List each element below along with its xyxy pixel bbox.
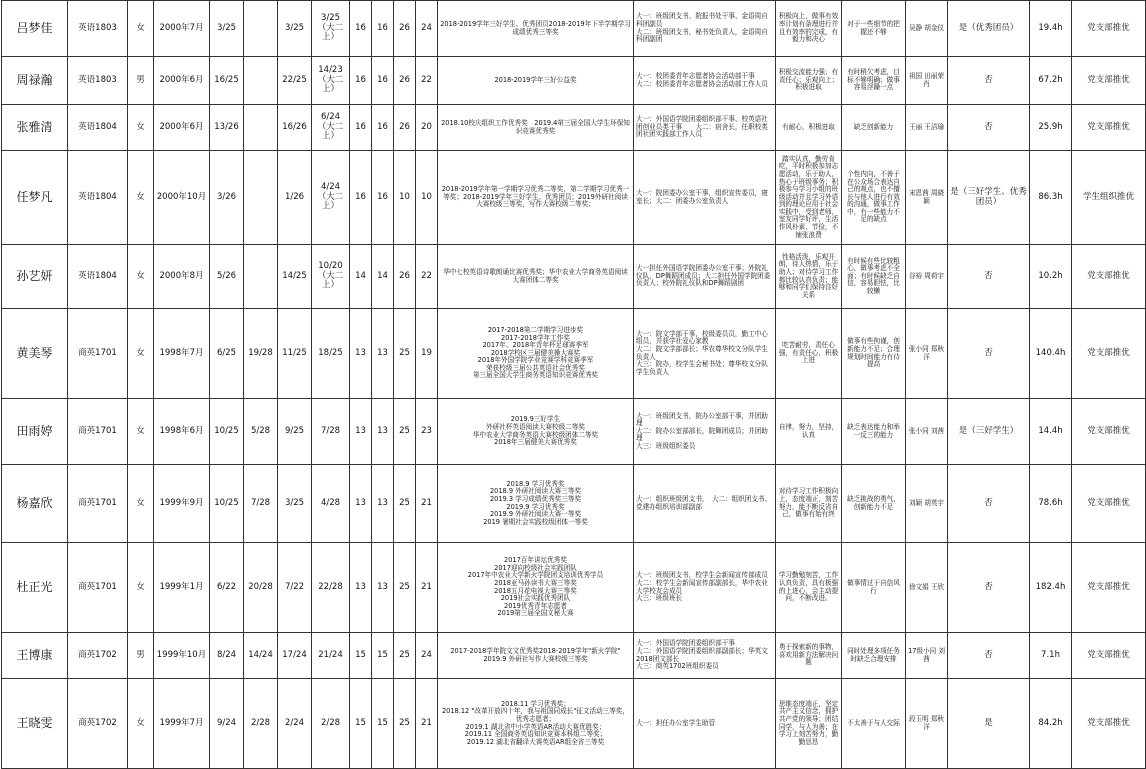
recommender-cell: 徐文娟 王欣 xyxy=(906,543,948,633)
strengths-cell: 思维态度端正，坚定共产主义信念，拥护共产党的领导；团结同学，与人为善；在学习上刻苦努力，勤勤恳恳 xyxy=(776,679,842,769)
weakness-cell: 有时候有些比较粗心，做事考虑不全面；有时候缺乏自信，容易胆怯，比较懒 xyxy=(842,245,906,309)
method-cell: 党支部推优 xyxy=(1072,105,1146,151)
honors-cell: 2017百年讲坛优秀奖 2017迎向校级社会实践团队 2017年中农业大学新火学院团支培训优秀学员 2018亚马孙读书大赛三等奖 2018五月花电视大赛三等奖 2019社会实践优秀团队 2019优秀青年志愿者 2019第三届全国文秘大赛 xyxy=(438,543,634,633)
hours-cell: 14.4h xyxy=(1030,399,1072,465)
strengths-cell: 学习勤勉刻苦，工作认真负责，具有极强的上进心，会主动提问，不断改进。 xyxy=(776,543,842,633)
student-name: 吕梦佳 xyxy=(2,1,68,57)
table-row xyxy=(2,245,1146,309)
count-cell: 25 xyxy=(394,309,416,399)
birth-cell: 1999年9月 xyxy=(154,465,210,543)
class-cell: 英语1803 xyxy=(68,57,128,105)
count-cell: 25 xyxy=(394,465,416,543)
recommender-cell: 祖国 田丽荣 肖 xyxy=(906,57,948,105)
weakness-cell: 缺乏挑战的勇气，创新能力不足 xyxy=(842,465,906,543)
method-cell: 党支部推优 xyxy=(1072,679,1146,769)
gender-cell: 女 xyxy=(128,465,154,543)
rank-cell: 14/24 xyxy=(244,633,278,679)
award-cell: 是（三好学生） xyxy=(948,399,1030,465)
hours-cell: 25.9h xyxy=(1030,105,1072,151)
recommender-cell: 吴静 胡金仪 xyxy=(906,1,948,57)
rank-cell: 8/24 xyxy=(210,633,244,679)
recommender-cell: 谷裕 周荷宇 xyxy=(906,245,948,309)
award-cell: 是（优秀团员） xyxy=(948,1,1030,57)
method-cell: 党支部推优 xyxy=(1072,633,1146,679)
count-cell: 15 xyxy=(372,679,394,769)
rank-cell: 4/24 （大二上） xyxy=(312,151,350,245)
student-name: 黄美琴 xyxy=(2,309,68,399)
rank-cell: 7/28 xyxy=(244,465,278,543)
award-cell: 否 xyxy=(948,57,1030,105)
rank-cell: 20/28 xyxy=(244,543,278,633)
count-cell: 19 xyxy=(416,309,438,399)
gender-cell: 女 xyxy=(128,245,154,309)
rank-cell: 2/24 xyxy=(278,679,312,769)
student-name: 孙艺妍 xyxy=(2,245,68,309)
weakness-cell: 有时稍欠考虑，目标不够明确；做事容易浮躁一点 xyxy=(842,57,906,105)
hours-cell: 7.1h xyxy=(1030,633,1072,679)
birth-cell: 1998年7月 xyxy=(154,309,210,399)
count-cell: 26 xyxy=(394,105,416,151)
birth-cell: 2000年6月 xyxy=(154,57,210,105)
recommender-cell: 刘颖 胡英宇 xyxy=(906,465,948,543)
gender-cell: 女 xyxy=(128,1,154,57)
class-cell: 商英1701 xyxy=(68,465,128,543)
strengths-cell: 勇于探索新的事物，喜欢用新方法解决问题 xyxy=(776,633,842,679)
recommender-cell: 王丽 王洁瑜 xyxy=(906,105,948,151)
hours-cell: 10.2h xyxy=(1030,245,1072,309)
rank-cell: 7/28 xyxy=(312,399,350,465)
award-cell: 否 xyxy=(948,309,1030,399)
rank-cell: 16/25 xyxy=(210,57,244,105)
class-cell: 商英1701 xyxy=(68,399,128,465)
weakness-cell: 缺乏表达能力和举一反三的能力 xyxy=(842,399,906,465)
student-name: 杜正光 xyxy=(2,543,68,633)
student-name: 王博康 xyxy=(2,633,68,679)
count-cell: 13 xyxy=(372,399,394,465)
hours-cell: 182.4h xyxy=(1030,543,1072,633)
strengths-cell: 踏实认真，勤劳肯吃，平时积极参加志愿活动，乐于助人，热心于班级事务；积极参与学习小组的班级活动并且学习外语到的理论应用于社会实践中，受到老师、室友同学好评，生活作风朴素、节俭，不铺张浪费 xyxy=(776,151,842,245)
rank-cell xyxy=(244,105,278,151)
count-cell: 16 xyxy=(350,57,372,105)
honors-cell: 2018.10校庆组织工作优秀奖 2019.4第三届全国大学生环保知识竞赛优秀奖 xyxy=(438,105,634,151)
weakness-cell: 个性内向，不善于在公众场合表达自己的观点，也不擅长与他人进行有效的沟通，做事工作中，有一些能力不足的缺点 xyxy=(842,151,906,245)
strengths-cell: 积极向上，做事有效率计划有条理进行并且有效率的完成，有毅力和决心 xyxy=(776,1,842,57)
method-cell: 党支部推优 xyxy=(1072,465,1146,543)
positions-cell: 大一：院文学部干事，校级委员员，勤工中心组员，并获学社爱心家教 大二：院文学部部长；华农尊华校文分队学生负责人 大三：院办，校学生会秘书处；尊华校文分队学生负责人 xyxy=(634,309,776,399)
honors-cell: 2019.9三好学生 外研社杯英语阅读大赛校级二等奖 华中农业大学商务英语大赛校级团体二等奖 2018年三届健美大赛优秀奖 xyxy=(438,399,634,465)
student-name: 田雨婷 xyxy=(2,399,68,465)
gender-cell: 男 xyxy=(128,633,154,679)
table-row xyxy=(2,105,1146,151)
birth-cell: 1999年7月 xyxy=(154,679,210,769)
count-cell: 15 xyxy=(350,679,372,769)
hours-cell: 84.2h xyxy=(1030,679,1072,769)
rank-cell: 6/22 xyxy=(210,543,244,633)
gender-cell: 女 xyxy=(128,309,154,399)
strengths-cell: 有耐心，积极进取 xyxy=(776,105,842,151)
rank-cell xyxy=(244,57,278,105)
count-cell: 23 xyxy=(416,399,438,465)
method-cell: 党支部推优 xyxy=(1072,399,1146,465)
table-body xyxy=(2,1,1146,769)
birth-cell: 1998年6月 xyxy=(154,399,210,465)
rank-cell: 11/25 xyxy=(278,309,312,399)
positions-cell: 大一：班级团支书，院办公室部干事，并团助理 大二：院办公室部部长，院舞团成员；并团助理 大三：班级组织委员 xyxy=(634,399,776,465)
recommender-cell: 张小同 刘茜 xyxy=(906,399,948,465)
class-cell: 商英1701 xyxy=(68,309,128,399)
hours-cell: 19.4h xyxy=(1030,1,1072,57)
count-cell: 13 xyxy=(350,309,372,399)
class-cell: 商英1702 xyxy=(68,679,128,769)
gender-cell: 男 xyxy=(128,57,154,105)
count-cell: 13 xyxy=(350,465,372,543)
count-cell: 24 xyxy=(416,633,438,679)
honors-cell: 华中七校英语诗歌朗诵比赛优秀奖；华中农业大学商务英语阅读大赛团体二等奖 xyxy=(438,245,634,309)
method-cell: 党支部推优 xyxy=(1072,1,1146,57)
table-row xyxy=(2,1,1146,57)
birth-cell: 2000年8月 xyxy=(154,245,210,309)
positions-cell: 大一担任外国语学院团委办公室干事；外院礼仪队，DP舞蹈团成员；大二担任外国学院团委负责人；校外院礼仪队和DP舞蹈剧团 xyxy=(634,245,776,309)
count-cell: 13 xyxy=(372,309,394,399)
gender-cell: 女 xyxy=(128,543,154,633)
birth-cell: 2000年10月 xyxy=(154,151,210,245)
birth-cell: 1999年10月 xyxy=(154,633,210,679)
rank-cell: 5/28 xyxy=(244,399,278,465)
recommender-cell: 宋恩茜 周晓颖 xyxy=(906,151,948,245)
method-cell: 党支部推优 xyxy=(1072,543,1146,633)
rank-cell: 9/24 xyxy=(210,679,244,769)
count-cell: 22 xyxy=(416,57,438,105)
rank-cell: 19/28 xyxy=(244,309,278,399)
positions-cell: 大一：担任办公室学生助管 xyxy=(634,679,776,769)
rank-cell: 3/25 xyxy=(210,1,244,57)
birth-cell: 2000年7月 xyxy=(154,1,210,57)
rank-cell xyxy=(244,1,278,57)
rank-cell: 9/25 xyxy=(278,399,312,465)
rank-cell: 14/25 xyxy=(278,245,312,309)
class-cell: 英语1803 xyxy=(68,1,128,57)
count-cell: 15 xyxy=(372,633,394,679)
strengths-cell: 积极交流能力强；有责任心；乐观向上；积极进取 xyxy=(776,57,842,105)
gender-cell: 女 xyxy=(128,679,154,769)
count-cell: 25 xyxy=(394,399,416,465)
table-row xyxy=(2,57,1146,105)
positions-cell: 大一：外国语学院团委组织部干事 大二：外国语学院团委组织部副部长；华英文2018团文部长 大三：商英1702班组织委员 xyxy=(634,633,776,679)
positions-cell: 大一：组织班级团支书， 大二：组织团支书、党建办组织培训部副部 xyxy=(634,465,776,543)
count-cell: 13 xyxy=(372,465,394,543)
rank-cell: 16/26 xyxy=(278,105,312,151)
strengths-cell: 自律，努力，坚持，认真 xyxy=(776,399,842,465)
student-name: 张雅清 xyxy=(2,105,68,151)
recommender-cell: 段玉明 郑秋洋 xyxy=(906,679,948,769)
count-cell: 26 xyxy=(394,245,416,309)
rank-cell: 6/24 （大二上） xyxy=(312,105,350,151)
gender-cell: 女 xyxy=(128,151,154,245)
honors-cell: 2018-2019学年三好公益奖 xyxy=(438,57,634,105)
positions-cell: 大一：校团委青年志愿者协会活动部干事 大二：校团委青年志愿者协会活动部工作人员 xyxy=(634,57,776,105)
method-cell: 党支部推优 xyxy=(1072,57,1146,105)
award-cell: 否 xyxy=(948,245,1030,309)
rank-cell: 18/25 xyxy=(312,309,350,399)
class-cell: 英语1804 xyxy=(68,105,128,151)
student-name: 周禄瀚 xyxy=(2,57,68,105)
rank-cell xyxy=(244,245,278,309)
award-cell: 否 xyxy=(948,105,1030,151)
count-cell: 20 xyxy=(416,105,438,151)
count-cell: 16 xyxy=(372,1,394,57)
class-cell: 英语1804 xyxy=(68,151,128,245)
method-cell: 学生组织推优 xyxy=(1072,151,1146,245)
rank-cell: 10/25 xyxy=(210,399,244,465)
table-row xyxy=(2,151,1146,245)
rank-cell: 14/23 （大二上） xyxy=(312,57,350,105)
rank-cell: 7/22 xyxy=(278,543,312,633)
count-cell: 25 xyxy=(394,633,416,679)
rank-cell: 5/26 xyxy=(210,245,244,309)
table-row xyxy=(2,465,1146,543)
count-cell: 24 xyxy=(416,1,438,57)
hours-cell: 67.2h xyxy=(1030,57,1072,105)
count-cell: 14 xyxy=(350,245,372,309)
rank-cell: 3/25 xyxy=(278,1,312,57)
rank-cell: 1/26 xyxy=(278,151,312,245)
count-cell: 14 xyxy=(372,245,394,309)
count-cell: 10 xyxy=(416,151,438,245)
strengths-cell: 对待学习工作积极向上，态度端正，刻苦努力，能不断反省自己，做事有始有终 xyxy=(776,465,842,543)
honors-cell: 2018.9 学习优秀奖 2018.9 外研社阅读大赛三等奖 2019.3 学习成绩优秀奖三等奖 2019.9 学习优秀奖 2019.9 外研社阅读大赛一等奖 2019 暑期社会实践校级团体一等奖 xyxy=(438,465,634,543)
honors-cell: 2018.11 学习优秀奖； 2018.12 "改革开放四十年，我与祖国同成长"征文活动三等奖，优秀志愿者； 2019.1 湖北省中小学英语AR活动大赛优胜奖； 2019.11 全国商务英语知识竞赛本科组二等奖； 2019.12 湖北省翻译大赛英语AR组全省三等奖 xyxy=(438,679,634,769)
positions-cell: 大一：班级团支书，校学生会新闻宣传部成员 大二：校学生会新闻宣传部副部长，华中农业大学校友会成员 大三：班级班长 xyxy=(634,543,776,633)
positions-cell: 大一：外国语学院团委组织部干事、校英语社团创业员类干事 大二：宿舍长，任职校类团社团实践部工作人员 xyxy=(634,105,776,151)
weakness-cell: 不太善于与人交际 xyxy=(842,679,906,769)
count-cell: 26 xyxy=(394,1,416,57)
count-cell: 16 xyxy=(372,105,394,151)
rank-cell: 22/25 xyxy=(278,57,312,105)
rank-cell: 17/24 xyxy=(278,633,312,679)
student-name: 王晓雯 xyxy=(2,679,68,769)
weakness-cell: 缺乏创新能力 xyxy=(842,105,906,151)
birth-cell: 2000年6月 xyxy=(154,105,210,151)
recommender-cell: 17级小同 刘茜 xyxy=(906,633,948,679)
recommender-cell: 张小同 郑秋洋 xyxy=(906,309,948,399)
count-cell: 21 xyxy=(416,543,438,633)
method-cell: 党支部推优 xyxy=(1072,309,1146,399)
award-cell: 否 xyxy=(948,543,1030,633)
weakness-cell: 对于一些细节的把握还不够 xyxy=(842,1,906,57)
table-row xyxy=(2,309,1146,399)
student-name: 任梦凡 xyxy=(2,151,68,245)
award-cell: 否 xyxy=(948,633,1030,679)
rank-cell: 3/25 （大二上） xyxy=(312,1,350,57)
method-cell: 党支部推优 xyxy=(1072,245,1146,309)
rank-cell: 2/28 xyxy=(312,679,350,769)
award-cell: 是 xyxy=(948,679,1030,769)
rank-cell: 21/24 xyxy=(312,633,350,679)
gender-cell: 女 xyxy=(128,399,154,465)
class-cell: 商英1701 xyxy=(68,543,128,633)
class-cell: 英语1804 xyxy=(68,245,128,309)
rank-cell: 4/28 xyxy=(312,465,350,543)
student-table xyxy=(1,0,1146,769)
count-cell: 16 xyxy=(350,105,372,151)
class-cell: 商英1702 xyxy=(68,633,128,679)
rank-cell: 22/28 xyxy=(312,543,350,633)
table-row xyxy=(2,543,1146,633)
count-cell: 16 xyxy=(350,1,372,57)
weakness-cell: 同时处理多项任务时缺乏合理安排 xyxy=(842,633,906,679)
count-cell: 13 xyxy=(350,399,372,465)
positions-cell: 大一：院团委办公室干事，组织宣传委员，寝室长；大二：团委办公室负责人 xyxy=(634,151,776,245)
count-cell: 16 xyxy=(372,151,394,245)
count-cell: 22 xyxy=(416,245,438,309)
rank-cell: 10/20 （大二上） xyxy=(312,245,350,309)
count-cell: 13 xyxy=(372,543,394,633)
count-cell: 10 xyxy=(394,151,416,245)
rank-cell: 13/26 xyxy=(210,105,244,151)
gender-cell: 女 xyxy=(128,105,154,151)
strengths-cell: 吃苦耐劳，责任心强，有责任心，积极上进 xyxy=(776,309,842,399)
count-cell: 15 xyxy=(350,633,372,679)
rank-cell: 3/26 xyxy=(210,151,244,245)
birth-cell: 1999年1月 xyxy=(154,543,210,633)
count-cell: 21 xyxy=(416,465,438,543)
rank-cell: 6/25 xyxy=(210,309,244,399)
count-cell: 26 xyxy=(394,57,416,105)
hours-cell: 86.3h xyxy=(1030,151,1072,245)
table-row xyxy=(2,679,1146,769)
count-cell: 16 xyxy=(372,57,394,105)
rank-cell: 10/25 xyxy=(210,465,244,543)
rank-cell: 2/28 xyxy=(244,679,278,769)
honors-cell: 2017-2018学年院文文优秀奖2018-2019学年"新火学院" 2019.9 外研社写作大赛校级三等奖 xyxy=(438,633,634,679)
honors-cell: 2018-2019学年三好学生、优秀团员2018-2019年下半学期学习成绩优秀三等奖 xyxy=(438,1,634,57)
hours-cell: 78.6h xyxy=(1030,465,1072,543)
table-row xyxy=(2,633,1146,679)
positions-cell: 大一：班级团支书、院报书处干事、金语周自科团副员 大二：班级团支书，秘书处负责人，金语周自科团副团 xyxy=(634,1,776,57)
hours-cell: 140.4h xyxy=(1030,309,1072,399)
rank-cell xyxy=(244,151,278,245)
table-row xyxy=(2,399,1146,465)
award-cell: 否 xyxy=(948,465,1030,543)
honors-cell: 2017-2018第二学期学习进步奖 2017-2018学年工作奖 2017年、2018年青年杯足球赛季军 2018学校区三届健美操大赛奖 2018年外国学院学业竞赛学科竞赛季军 荣获校级三届公共英语社会优秀奖 第三届全国大学生商务英语知识竞赛优秀奖 xyxy=(438,309,634,399)
count-cell: 25 xyxy=(394,679,416,769)
honors-cell: 2018-2019学年第一学期学习优秀二等奖，第二学期学习优秀一等奖；2018-2019学年三好学生、优秀团员；2019外研社阅读大赛校级三等奖，写作大赛校级二等奖； xyxy=(438,151,634,245)
weakness-cell: 做事情过于自信风行 xyxy=(842,543,906,633)
count-cell: 25 xyxy=(394,543,416,633)
weakness-cell: 做事有些拘谨，创新能力不足；合理规划时间能力有待提高 xyxy=(842,309,906,399)
student-name: 杨嘉欣 xyxy=(2,465,68,543)
count-cell: 16 xyxy=(350,151,372,245)
count-cell: 21 xyxy=(416,679,438,769)
strengths-cell: 性格活泼，乐观开朗，待人热情，乐于助人；对待学习工作都比较认真负责；能够和同学们保持良好关系 xyxy=(776,245,842,309)
rank-cell: 3/25 xyxy=(278,465,312,543)
count-cell: 13 xyxy=(350,543,372,633)
award-cell: 是（三好学生、优秀团员） xyxy=(948,151,1030,245)
